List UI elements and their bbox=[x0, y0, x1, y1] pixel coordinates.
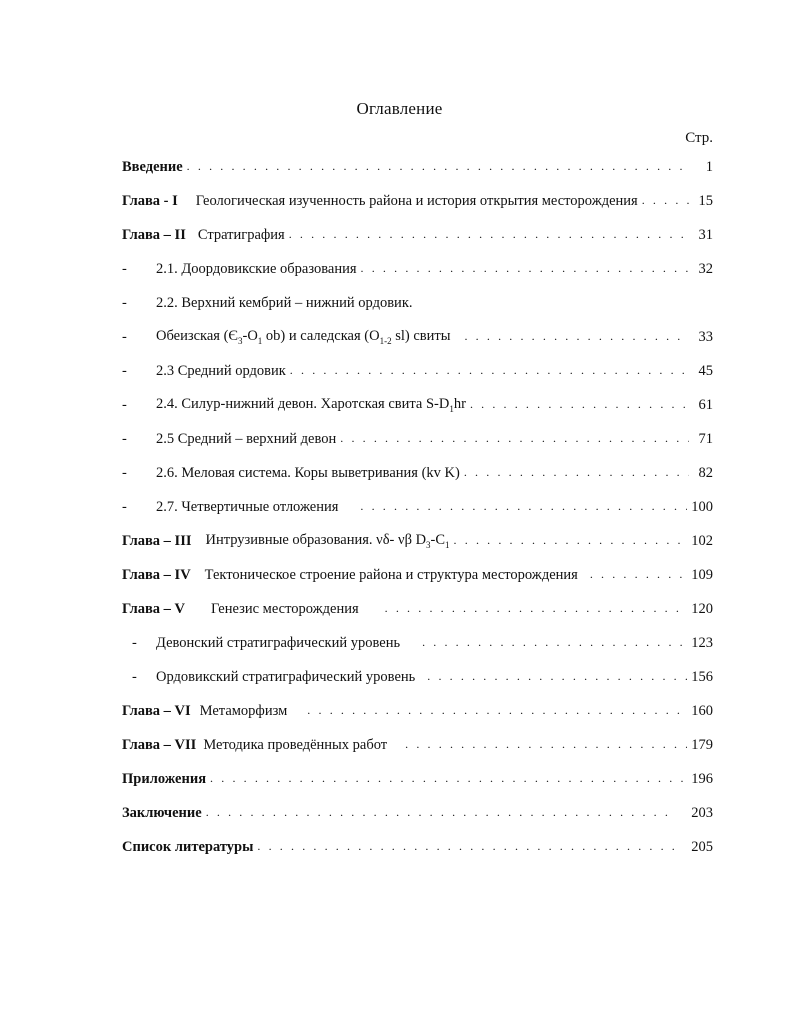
toc-row-section-2-3[interactable] bbox=[122, 354, 713, 388]
toc-row-chapter-4[interactable] bbox=[122, 558, 713, 592]
toc-page-number: 196 bbox=[691, 770, 713, 787]
page-column-label: Стр. bbox=[685, 130, 713, 146]
toc-row-conclusion[interactable] bbox=[122, 796, 713, 830]
toc-label: Заключение bbox=[122, 804, 202, 821]
dot-leader bbox=[642, 193, 689, 208]
toc-title: Геологическая изученность района и история открытия месторождения bbox=[195, 192, 638, 209]
list-dash: - bbox=[122, 464, 127, 481]
toc-title: 2.6. Меловая система. Коры выветривания (kv K) bbox=[156, 464, 460, 481]
toc-label: Глава – IV bbox=[122, 566, 191, 583]
toc-page-number: 109 bbox=[691, 566, 713, 583]
toc-row-section-2-4[interactable] bbox=[122, 388, 713, 422]
toc-title: 2.2. Верхний кембрий – нижний ордовик. bbox=[156, 294, 413, 311]
list-dash: - bbox=[122, 362, 127, 379]
toc-page-number: 15 bbox=[698, 192, 713, 209]
dot-leader bbox=[405, 737, 687, 752]
toc-title: Тектоническое строение района и структура месторождения bbox=[204, 566, 578, 583]
list-dash: - bbox=[132, 668, 137, 685]
toc-page-number: 61 bbox=[698, 396, 713, 413]
toc-page-number: 120 bbox=[691, 600, 713, 617]
toc-row-intro[interactable] bbox=[122, 150, 713, 184]
toc-page-number: 71 bbox=[698, 430, 713, 447]
dot-leader bbox=[210, 771, 687, 786]
toc-label: Глава – VI bbox=[122, 702, 191, 719]
toc-row-chapter-6[interactable] bbox=[122, 694, 713, 728]
list-dash: - bbox=[122, 260, 127, 277]
toc-label: Введение bbox=[122, 158, 183, 175]
toc-title: 2.5 Средний – верхний девон bbox=[156, 430, 337, 447]
dot-leader bbox=[454, 533, 688, 548]
dot-leader bbox=[361, 261, 689, 276]
list-dash: - bbox=[122, 328, 127, 345]
toc-row-section-2-2[interactable] bbox=[122, 286, 713, 320]
toc-row-section-2-2-suites[interactable] bbox=[122, 320, 713, 354]
toc-label: Приложения bbox=[122, 770, 207, 787]
toc-row-chapter-2[interactable] bbox=[122, 218, 713, 252]
table-of-contents bbox=[122, 150, 713, 864]
toc-title: Генезис месторождения bbox=[211, 600, 359, 617]
toc-page-number: 1 bbox=[705, 158, 713, 175]
list-dash: - bbox=[122, 498, 127, 515]
toc-label: Глава – III bbox=[122, 532, 192, 549]
toc-page-number: 179 bbox=[691, 736, 713, 753]
dot-leader bbox=[464, 465, 689, 480]
toc-title: 2.1. Доордовикские образования bbox=[156, 260, 357, 277]
dot-leader bbox=[187, 159, 689, 174]
toc-page-number: 102 bbox=[691, 532, 713, 549]
toc-page-number: 203 bbox=[691, 804, 713, 821]
toc-title: 2.3 Средний ордовик bbox=[156, 362, 286, 379]
dot-leader bbox=[206, 805, 672, 820]
toc-row-chapter-7[interactable] bbox=[122, 728, 713, 762]
toc-title: 2.7. Четвертичные отложения bbox=[156, 498, 339, 515]
toc-page-number: 123 bbox=[691, 634, 713, 651]
toc-row-chapter-3[interactable] bbox=[122, 524, 713, 558]
dot-leader bbox=[340, 431, 689, 446]
toc-row-chapter-1[interactable] bbox=[122, 184, 713, 218]
toc-page-number: 32 bbox=[698, 260, 713, 277]
dot-leader bbox=[360, 499, 687, 514]
list-dash: - bbox=[132, 634, 137, 651]
toc-label: Глава – V bbox=[122, 600, 186, 617]
toc-page-number: 100 bbox=[691, 498, 713, 515]
toc-page-number: 33 bbox=[698, 328, 713, 345]
dot-leader bbox=[422, 635, 687, 650]
dot-leader bbox=[385, 601, 688, 616]
toc-title: Метаморфизм bbox=[199, 702, 288, 719]
toc-label: Глава – VII bbox=[122, 736, 197, 753]
toc-title: 2.4. Силур-нижний девон. Харотская свита $S-D_1hr$ bbox=[156, 396, 466, 414]
toc-title: Обеизская ($Є_3-O_1$ ob) и саледская ($O_{1-2}$ sl) свиты bbox=[156, 328, 451, 346]
toc-page-number: 160 bbox=[691, 702, 713, 719]
toc-page-number: 156 bbox=[691, 668, 713, 685]
toc-row-bibliography[interactable] bbox=[122, 830, 713, 864]
toc-page-number: 205 bbox=[691, 838, 713, 855]
toc-row-section-2-5[interactable] bbox=[122, 422, 713, 456]
page-title: Оглавление bbox=[356, 99, 443, 118]
toc-row-section-2-1[interactable] bbox=[122, 252, 713, 286]
list-dash: - bbox=[122, 294, 127, 311]
toc-title: Стратиграфия bbox=[197, 226, 285, 243]
toc-row-section-2-7[interactable] bbox=[122, 490, 713, 524]
toc-label: Список литературы bbox=[122, 838, 254, 855]
dot-leader bbox=[289, 227, 689, 242]
list-dash: - bbox=[122, 430, 127, 447]
toc-row-devonian-level[interactable] bbox=[122, 626, 713, 660]
toc-page-number: 45 bbox=[698, 362, 713, 379]
toc-row-ordovician-level[interactable] bbox=[122, 660, 713, 694]
toc-page-number: 31 bbox=[698, 226, 713, 243]
toc-label: Глава – II bbox=[122, 226, 186, 243]
dot-leader bbox=[257, 839, 681, 854]
toc-title: Ордовикский стратиграфический уровень bbox=[156, 668, 416, 685]
dot-leader bbox=[307, 703, 687, 718]
toc-row-appendices[interactable] bbox=[122, 762, 713, 796]
toc-page-number: 82 bbox=[698, 464, 713, 481]
toc-title: Методика проведённых работ bbox=[203, 736, 388, 753]
list-dash: - bbox=[122, 396, 127, 413]
dot-leader bbox=[427, 669, 687, 684]
dot-leader bbox=[470, 397, 689, 412]
toc-row-chapter-5[interactable] bbox=[122, 592, 713, 626]
dot-leader bbox=[290, 363, 689, 378]
toc-row-section-2-6[interactable] bbox=[122, 456, 713, 490]
toc-label: Глава - I bbox=[122, 192, 178, 209]
dot-leader bbox=[590, 567, 687, 582]
dot-leader bbox=[464, 329, 689, 344]
toc-title: Интрузивные образования. νδ- νβ $D_3-C_1$ bbox=[205, 532, 450, 550]
toc-title: Девонский стратиграфический уровень bbox=[156, 634, 401, 651]
